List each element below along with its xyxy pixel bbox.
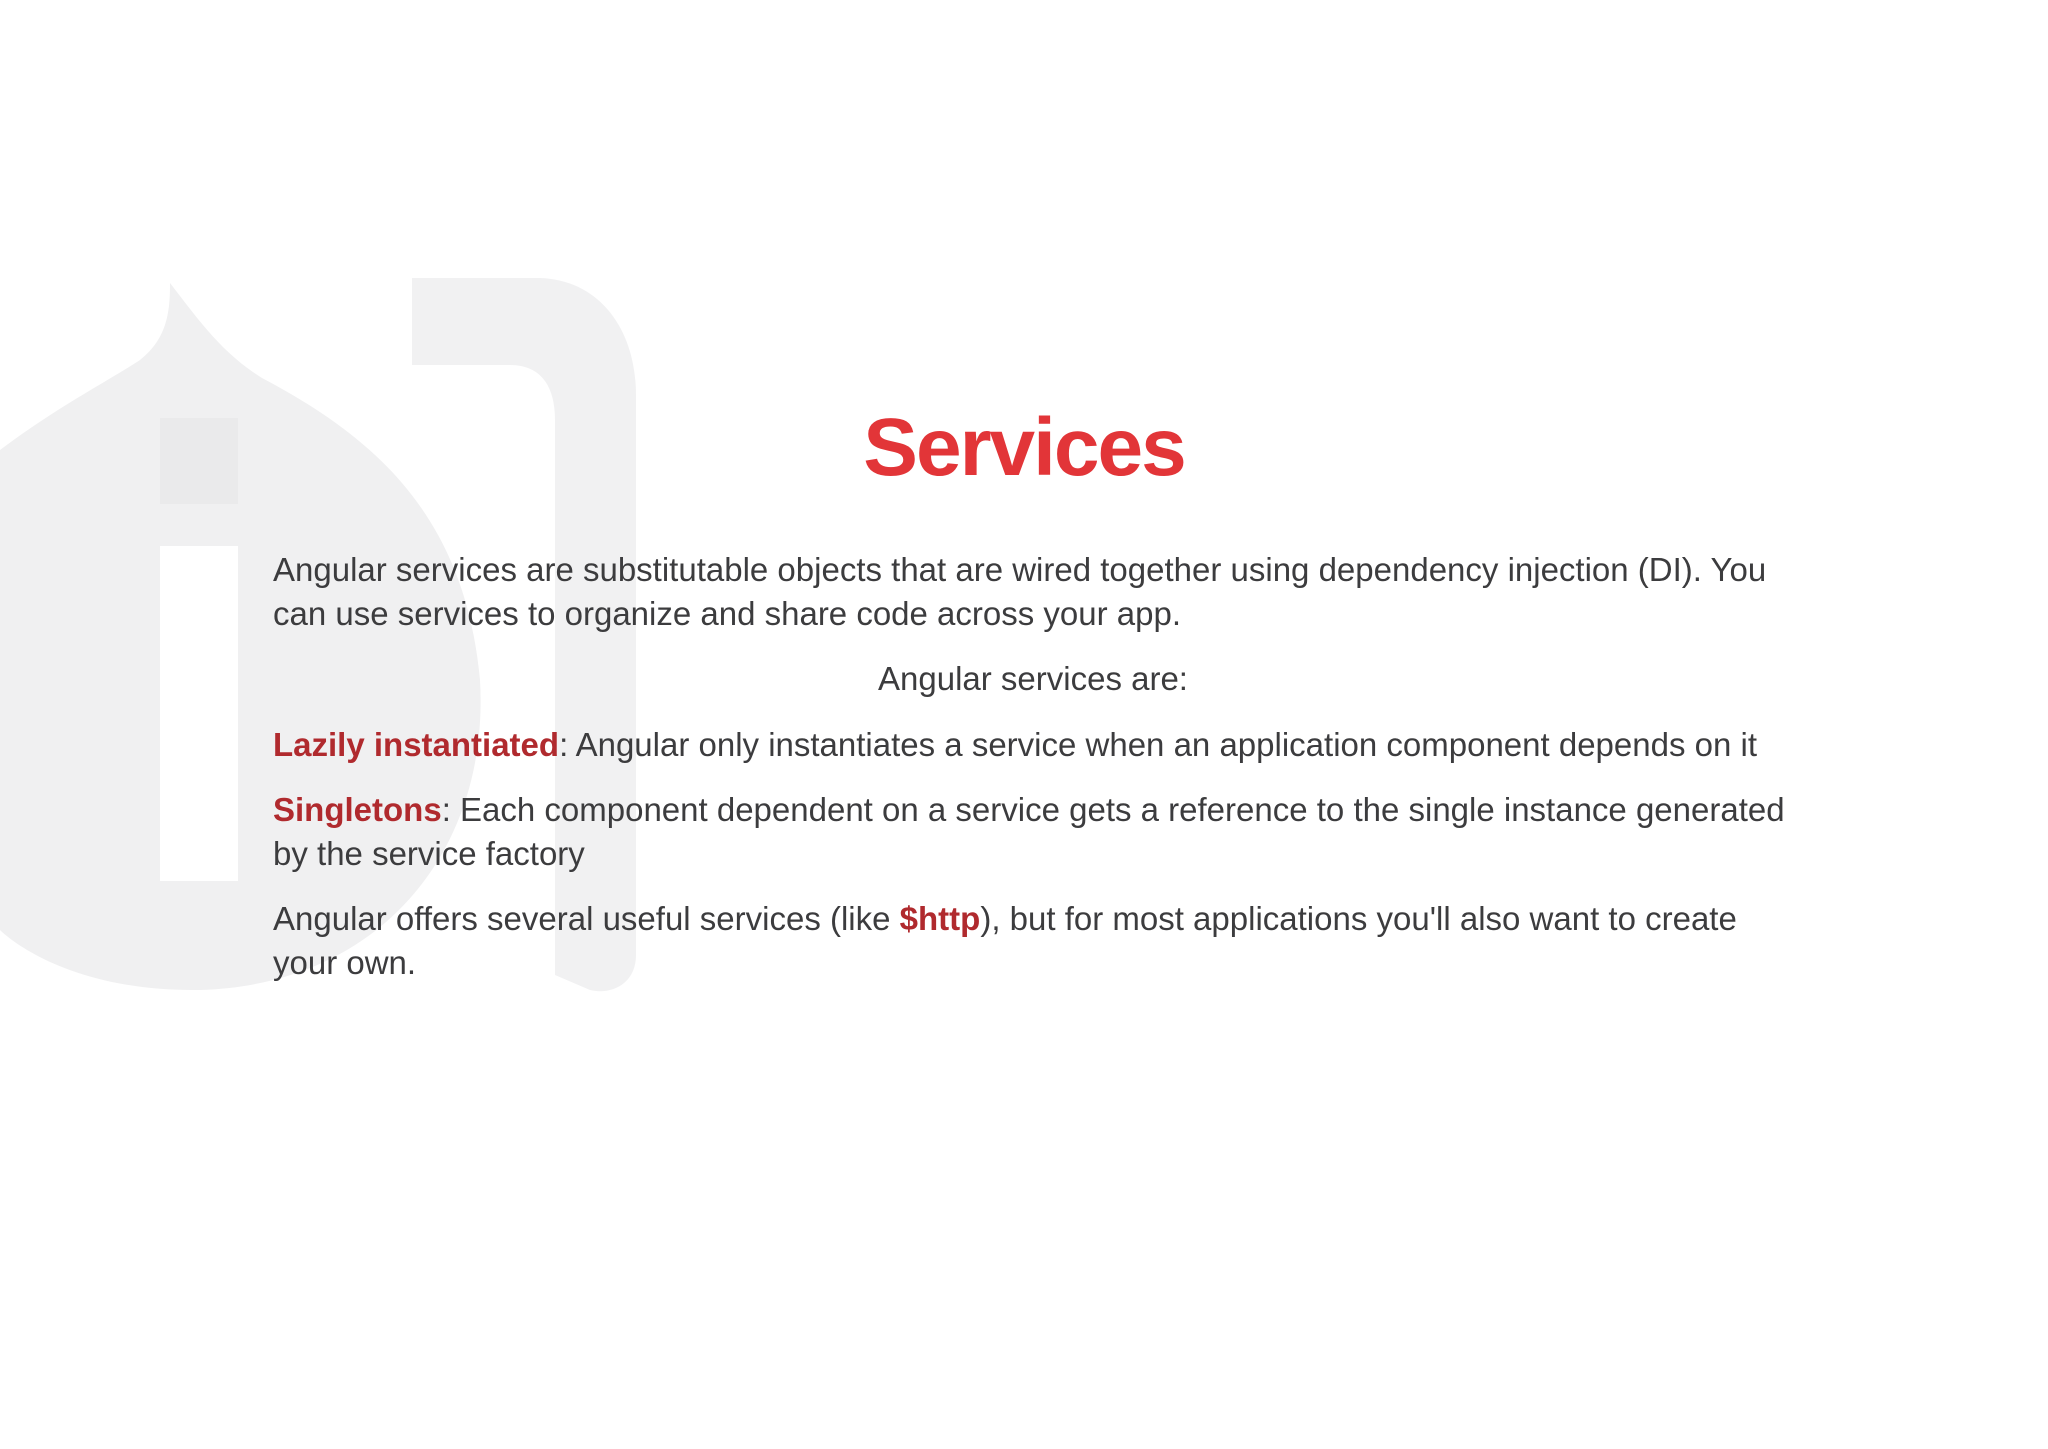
point-text: : Angular only instantiates a service when an application component depends on it	[559, 725, 1758, 763]
point-term: Singletons	[273, 791, 442, 828]
point-lazily-instantiated	[273, 723, 1793, 767]
closing-paragraph	[273, 897, 1793, 984]
slide-body	[273, 548, 1793, 1006]
closing-after: ), but for most applications you'll also want to create your own.	[273, 900, 1737, 981]
intro-paragraph: Angular services are substitutable objects that are wired together using dependency injection (DI). You can use services to organize and share code across your app.	[273, 551, 1767, 632]
point-term: Lazily instantiated	[273, 725, 560, 763]
slide-title: Services	[863, 402, 1185, 493]
point-singletons	[273, 788, 1793, 875]
point-text: : Each component dependent on a service gets a reference to the single instance generated by the service factory	[273, 791, 1785, 872]
closing-before: Angular offers several useful services (like	[273, 900, 900, 937]
list-heading: Angular services are:	[878, 660, 1188, 697]
closing-code: $http	[899, 900, 981, 937]
